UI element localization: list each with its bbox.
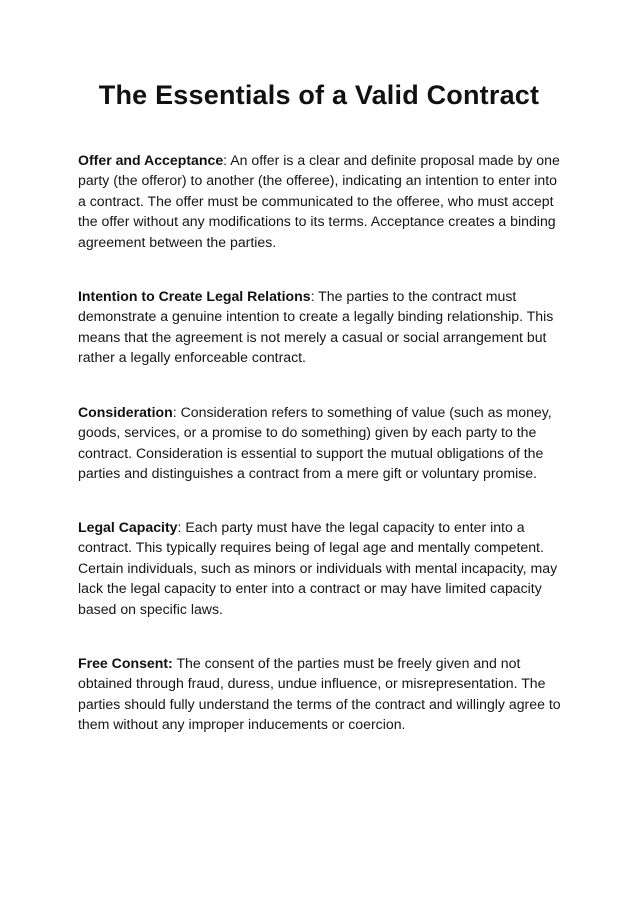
document-title: The Essentials of a Valid Contract xyxy=(98,80,540,110)
section-body: The consent of the parties must be freely given and not obtained through fraud, duress, undue influence, or misrepresentation. The parties should fully understand the terms of the contract and willingly agree to them without any improper inducements or coercion. xyxy=(78,655,561,733)
section-term: Intention to Create Legal Relations xyxy=(78,288,311,304)
section-term: Offer and Acceptance xyxy=(78,152,224,168)
section-separator: : xyxy=(177,519,186,535)
section-body: An offer is a clear and definite proposal made by one party (the offeror) to another (the offeree), indicating an intention to enter into a contract. The offer must be communicated to the offeree, who must accept the offer without any modifications to its terms. Acceptance creates a binding agreement between the parties. xyxy=(78,152,560,250)
section-free-consent xyxy=(78,653,568,735)
section-term: Legal Capacity xyxy=(78,519,178,535)
section-body: The parties to the contract must demonstrate a genuine intention to create a legally binding relationship. This means that the agreement is not merely a casual or social arrangement but rather a legally enforceable contract. xyxy=(78,288,554,366)
section-consideration xyxy=(78,402,568,484)
section-legal-capacity xyxy=(78,517,568,619)
section-term: Free Consent: xyxy=(78,655,173,671)
section-separator: : xyxy=(310,288,319,304)
section-separator: : xyxy=(223,152,231,168)
section-body: Consideration refers to something of value (such as money, goods, services, or a promise to do something) given by each party to the contract. Consideration is essential to support the mutual obligations of the parties and distinguishes a contract from a mere gift or voluntary promise. xyxy=(78,404,552,482)
section-body: Each party must have the legal capacity to enter into a contract. This typically requires being of legal age and mentally competent. Certain individuals, such as minors or individuals with mental incapacity, may lack the legal capacity to enter into a contract or may have limited capacity based on specific laws. xyxy=(78,519,558,617)
section-offer-and-acceptance xyxy=(78,150,568,252)
section-intention-to-create-legal-relations xyxy=(78,286,568,368)
section-term: Consideration xyxy=(78,404,173,420)
section-separator: : xyxy=(172,404,181,420)
